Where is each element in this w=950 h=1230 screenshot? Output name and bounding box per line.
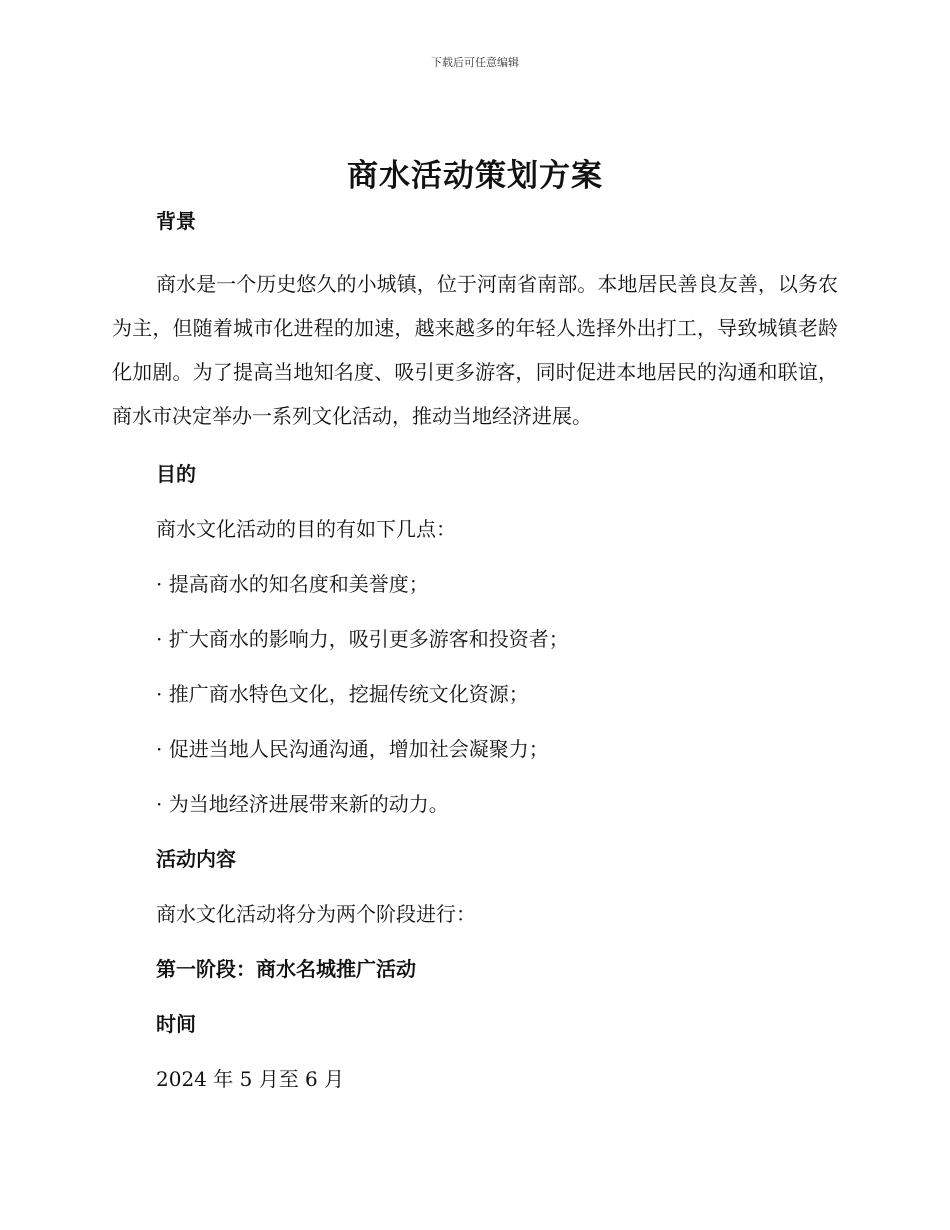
time-value: 2024 年 5 月至 6 月 — [156, 1067, 345, 1091]
document-title: 商水活动策划方案 — [347, 158, 603, 194]
header-note: 下载后可任意编辑 — [431, 56, 519, 69]
heading-purpose: 目的 — [156, 462, 196, 486]
purpose-item: · 扩大商水的影响力，吸引更多游客和投资者； — [156, 627, 569, 651]
purpose-item: · 推广商水特色文化，挖掘传统文化资源； — [156, 682, 529, 706]
purpose-item: · 为当地经济进展带来新的动力。 — [156, 792, 449, 816]
background-paragraph: 商水是一个历史悠久的小城镇，位于河南省南部。本地居民善良友善，以务农为主，但随着城市化进程的加速，越来越多的年轻人选择外出打工，导致城镇老龄化加剧。为了提高当地知名度、吸引更多游客，同时促进本地居民的沟通和联谊，商水市决定举办一系列文化活动，推动当地经济进展。 — [112, 272, 838, 428]
purpose-intro: 商水文化活动的目的有如下几点： — [156, 517, 456, 541]
heading-background: 背景 — [156, 209, 196, 233]
heading-phase-1: 第一阶段：商水名城推广活动 — [156, 957, 416, 981]
purpose-item: · 促进当地人民沟通沟通，增加社会凝聚力； — [156, 737, 549, 761]
activities-intro: 商水文化活动将分为两个阶段进行： — [156, 902, 476, 926]
heading-time: 时间 — [156, 1012, 196, 1036]
heading-activities: 活动内容 — [156, 847, 236, 871]
document-body — [112, 207, 838, 1093]
purpose-item: · 提高商水的知名度和美誉度； — [156, 572, 429, 596]
